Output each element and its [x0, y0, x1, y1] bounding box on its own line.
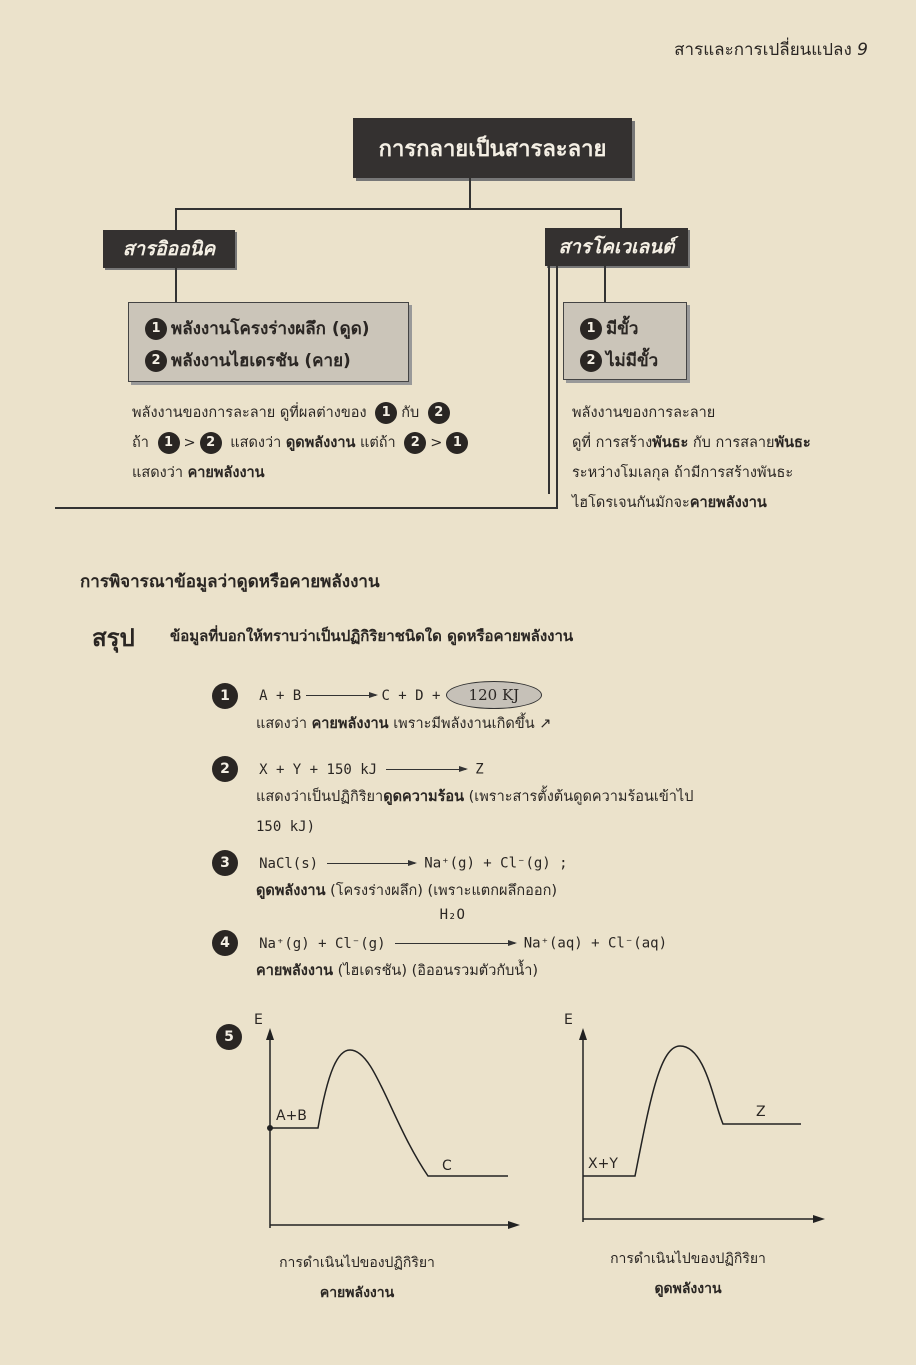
- section-heading: การพิจารณาข้อมูลว่าดูดหรือคายพลังงาน: [80, 572, 380, 592]
- text: Na⁺(g) + Cl⁻(g): [259, 935, 386, 952]
- text: ดูดพลังงาน: [256, 883, 326, 899]
- text: แสดงว่าเป็นปฏิกิริยา: [256, 789, 384, 805]
- text: การดำเนินไปของปฏิกิริยา: [610, 1251, 766, 1267]
- text: ถ้า: [132, 435, 149, 451]
- reaction-arrow-icon: [327, 863, 415, 864]
- ionic-note: [132, 398, 552, 488]
- number-badge: 2: [428, 402, 450, 424]
- connector: [175, 268, 177, 302]
- number-badge: 4: [212, 930, 238, 956]
- text: กับ: [401, 405, 420, 421]
- graph2-product: Z: [756, 1104, 766, 1120]
- diagram-title: การกลายเป็นสารละลาย: [353, 118, 632, 178]
- reaction-arrow-icon: [386, 769, 466, 770]
- energy-graph-endothermic: [555, 1010, 845, 1230]
- text: คายพลังงาน: [187, 465, 265, 481]
- text: พลังงานโครงร่างผลึก (ดูด): [171, 319, 370, 339]
- reaction-arrow-icon: [395, 943, 515, 944]
- text: พันธะ: [652, 435, 689, 451]
- number-badge: 2: [145, 350, 167, 372]
- item-1: 1 A + B C + D + 120 KJ แสดงว่า คายพลังงาน เพราะมีพลังงานเกิดขึ้น ↗: [208, 681, 551, 739]
- graph2-caption: [588, 1244, 788, 1304]
- running-header: [674, 36, 868, 63]
- number-badge: 1: [375, 402, 397, 424]
- text: ดูดพลังงาน: [285, 435, 356, 451]
- item-2: [208, 756, 693, 842]
- text: เพราะมีพลังงานเกิดขึ้น: [393, 716, 535, 732]
- text: พลังงานไฮเดรชัน (คาย): [171, 351, 351, 371]
- covalent-note: [572, 398, 872, 518]
- covalent-label: สารโคเวเลนต์: [545, 228, 688, 266]
- connector: [469, 178, 471, 208]
- text: Na⁺(aq) + Cl⁻(aq): [523, 935, 668, 952]
- graph2-axis-label: E: [564, 1012, 573, 1028]
- bracket-line: [55, 507, 558, 509]
- text: H₂O: [439, 906, 465, 923]
- text: >: [183, 435, 196, 451]
- covalent-box: [563, 302, 687, 380]
- summary-label: สรุป: [92, 624, 135, 652]
- graph2-reactant: X+Y: [588, 1156, 618, 1172]
- connector: [604, 266, 606, 302]
- reaction-arrow-icon: [306, 695, 376, 696]
- connector: [620, 208, 622, 230]
- text: ไฮโดรเจนกันมักจะ: [572, 495, 690, 511]
- number-badge: 2: [200, 432, 222, 454]
- text: ไม่มีขั้ว: [606, 351, 659, 371]
- text: ดูดพลังงาน: [654, 1281, 722, 1297]
- text: คายพลังงาน: [256, 963, 333, 979]
- text: แสดงว่า: [230, 435, 282, 451]
- graph1-reactant: A+B: [276, 1108, 307, 1124]
- text: แสดงว่า: [132, 465, 183, 481]
- text: พันธะ: [774, 435, 811, 451]
- text: พลังงานของการละลาย: [572, 405, 716, 421]
- graph1-caption: [262, 1248, 452, 1308]
- bracket-line: [556, 266, 558, 509]
- text: มีขั้ว: [606, 319, 639, 339]
- text: คายพลังงาน: [311, 716, 389, 732]
- number-badge: 1: [446, 432, 468, 454]
- text: Na⁺(g) + Cl⁻(g) ;: [424, 855, 568, 872]
- text: NaCl(s): [259, 855, 319, 872]
- item-5-number: 5: [216, 1024, 242, 1050]
- page-number: 9: [857, 40, 868, 60]
- item-4: [208, 906, 668, 986]
- number-badge: 2: [404, 432, 426, 454]
- text: สารและการเปลี่ยนแปลง: [674, 40, 852, 60]
- text: พลังงานของการละลาย ดูที่ผลต่างของ: [132, 405, 367, 421]
- text: คายพลังงาน: [319, 1285, 395, 1301]
- text: C + D +: [381, 688, 441, 704]
- connector: [175, 208, 621, 210]
- number-badge: 3: [212, 850, 238, 876]
- energy-oval: 120 KJ: [446, 681, 543, 709]
- text: ดูดความร้อน: [383, 789, 464, 805]
- number-badge: 2: [212, 756, 238, 782]
- text: คายพลังงาน: [689, 495, 767, 511]
- text: ดูที่ การสร้าง: [572, 435, 653, 451]
- number-badge: 1: [212, 683, 238, 709]
- item-3: [208, 850, 568, 906]
- text: 150 kJ): [256, 819, 316, 835]
- number-badge: 1: [158, 432, 180, 454]
- text: ระหว่างโมเลกุล ถ้ามีการสร้างพันธะ: [572, 465, 794, 481]
- number-badge: 2: [580, 350, 602, 372]
- text: แต่ถ้า: [360, 435, 396, 451]
- text: แสดงว่า: [256, 716, 307, 732]
- text: กับ การสลาย: [692, 435, 775, 451]
- graph1-product: C: [442, 1158, 452, 1174]
- ionic-box: [128, 302, 409, 382]
- text: (โครงร่างผลึก) (เพราะแตกผลึกออก): [330, 883, 558, 899]
- graph1-axis-label: E: [254, 1012, 263, 1028]
- ionic-label: สารอิออนิค: [103, 230, 235, 268]
- text: การดำเนินไปของปฏิกิริยา: [279, 1255, 435, 1271]
- energy-graph-exothermic: [240, 1010, 540, 1240]
- text: A + B: [259, 688, 302, 704]
- text: (ไฮเดรชัน) (อิออนรวมตัวกับน้ำ): [337, 963, 539, 979]
- number-badge: 1: [145, 318, 167, 340]
- text: X + Y + 150 kJ: [259, 761, 378, 778]
- text: (เพราะสารตั้งต้นดูดความร้อนเข้าไป: [468, 789, 694, 805]
- connector: [175, 208, 177, 230]
- text: Z: [475, 761, 484, 778]
- summary-text: ข้อมูลที่บอกให้ทราบว่าเป็นปฏิกิริยาชนิดใด ดูดหรือคายพลังงาน: [170, 627, 574, 645]
- number-badge: 1: [580, 318, 602, 340]
- text: >: [430, 435, 443, 451]
